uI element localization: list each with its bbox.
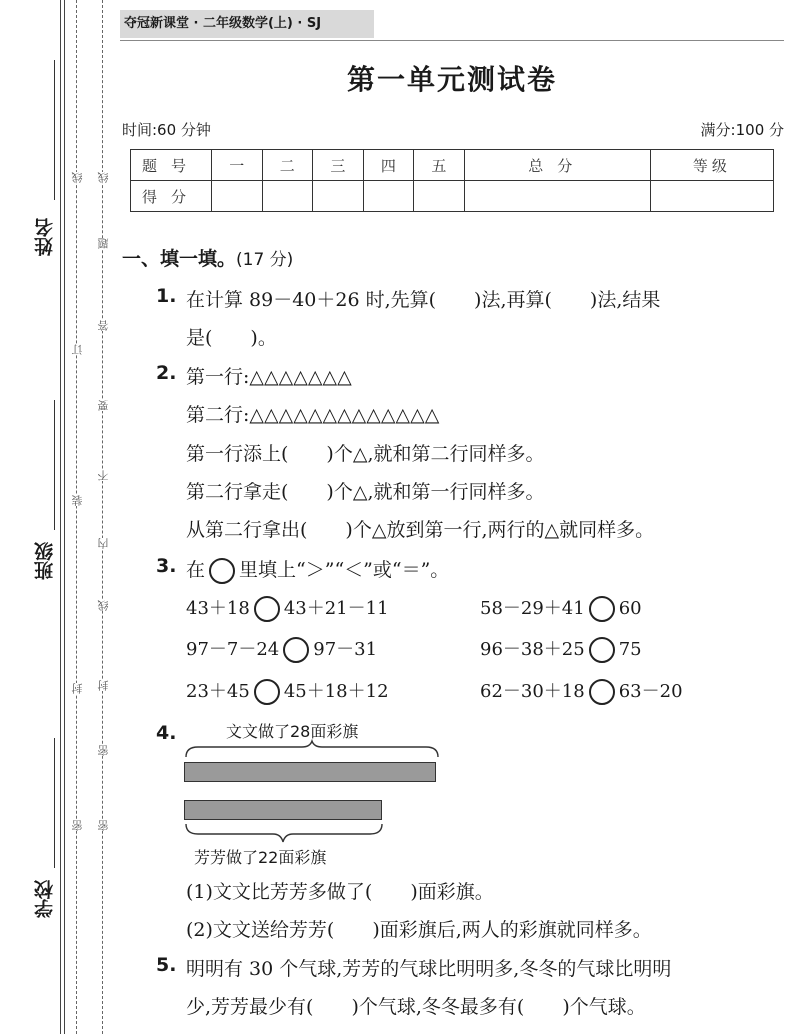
question-text: 从第二行拿出( )个△放到第一行,两行的△就同样多。 [186,519,655,541]
name-blank [54,60,55,200]
question-text-part: 在 [186,559,206,581]
section-heading [122,244,293,271]
score-cell[interactable] [262,181,313,212]
score-cell[interactable] [313,181,364,212]
header-divider [120,40,784,41]
question-text: 第二行拿走( )个△,就和第一行同样多。 [186,481,545,503]
page-title: 第一单元测试卷 [346,63,557,96]
triangle-row-1: 第一行:△△△△△△△ [186,366,352,388]
comparison-item [186,594,389,622]
seal-char: 封 [97,680,110,691]
seal-char: 封 [71,683,84,694]
seal-char: 线 [97,600,110,611]
expr-right: 75 [618,639,642,660]
school-blank [54,738,55,868]
wenwen-label: 文文做了28面彩旗 [226,722,359,741]
answer-circle[interactable] [589,596,615,622]
table-header-cell: 题号 [131,150,212,181]
question-text: 是( )。 [186,327,277,349]
name-label: 姓名 [34,218,56,256]
expr-right: 45＋18＋12 [283,681,389,702]
table-row [131,150,774,181]
seal-char: 密 [71,820,84,831]
expr-left: 58－29＋41 [480,598,585,619]
full-score: 满分:100 分 [700,121,784,139]
comparison-item [186,635,377,663]
sub-question: (2)文文送给芳芳( )面彩旗后,两人的彩旗就同样多。 [186,919,652,941]
class-blank [54,400,55,530]
expr-right: 97－31 [313,639,378,660]
score-cell[interactable] [650,181,773,212]
question-text [186,555,449,584]
wenwen-bar [184,762,436,782]
expr-left: 97－7－24 [186,639,280,660]
seal-char: 装 [71,495,84,506]
table-header-cell: 总分 [464,150,650,181]
answer-circle[interactable] [254,679,280,705]
table-header-cell: 四 [363,150,414,181]
expr-right: 60 [618,598,642,619]
question-text-part: 里填上“＞”“＜”或“＝”。 [239,559,450,581]
question-text: 第一行添上( )个△,就和第二行同样多。 [186,443,545,465]
question-text: 明明有 30 个气球,芳芳的气球比明明多,冬冬的气球比明明 [186,958,672,980]
section-title: 一、填一填。 [122,248,237,270]
expr-left: 62－30＋18 [480,681,585,702]
score-cell[interactable] [363,181,414,212]
exam-time: 时间:60 分钟 [122,121,211,139]
table-row [131,181,774,212]
answer-circle[interactable] [589,679,615,705]
seal-line [102,0,103,1034]
seal-char: 题 [97,238,110,249]
question-number: 5. [156,954,177,976]
table-header-cell: 等级 [650,150,773,181]
seal-char: 密 [97,745,110,756]
comparison-item [480,677,683,705]
expr-right: 63－20 [618,681,683,702]
table-header-cell: 一 [212,150,263,181]
score-cell[interactable] [414,181,465,212]
series-tag: 夺冠新课堂 · 二年级数学(上) · SJ [120,10,374,38]
answer-circle[interactable] [283,637,309,663]
seal-char: 订 [71,344,84,355]
comparison-item [480,594,642,622]
fangfang-bar [184,800,382,820]
expr-left: 96－38＋25 [480,639,585,660]
expr-left: 23＋45 [186,681,250,702]
question-text: 少,芳芳最少有( )个气球,冬冬最多有( )个气球。 [186,996,646,1018]
triangle-row-2: 第二行:△△△△△△△△△△△△△ [186,404,440,426]
table-header-cell: 五 [414,150,465,181]
question-text: 在计算 89－40＋26 时,先算( )法,再算( )法,结果 [186,289,661,311]
expr-left: 43＋18 [186,598,250,619]
seal-char: 内 [97,538,110,549]
answer-circle[interactable] [589,637,615,663]
score-cell[interactable] [464,181,650,212]
comparison-item [186,677,389,705]
score-table [130,149,774,212]
seal-char: 密 [97,820,110,831]
seal-char: 线 [97,172,110,183]
section-points: (17 分) [236,250,294,270]
question-number: 2. [156,362,177,384]
score-cell[interactable] [212,181,263,212]
sub-question: (1)文文比芳芳多做了( )面彩旗。 [186,881,494,903]
class-label: 班级 [34,542,56,580]
binding-line [60,0,61,1034]
comparison-item [480,635,642,663]
seal-char: 不 [97,470,110,481]
bar-diagram [184,717,440,867]
seal-char: 线 [71,172,84,183]
question-number: 1. [156,285,177,307]
top-brace-icon [184,739,440,761]
seal-char: 要 [97,400,110,411]
expr-right: 43＋21－11 [283,598,389,619]
question-number: 3. [156,555,177,577]
table-header-cell: 三 [313,150,364,181]
table-row-label: 得分 [131,181,212,212]
answer-circle[interactable] [254,596,280,622]
binding-line [64,0,65,1034]
binding-margin [0,0,112,1034]
fangfang-label: 芳芳做了22面彩旗 [194,848,327,867]
compare-circle-icon [209,558,235,584]
question-number: 4. [156,722,177,744]
bottom-brace-icon [184,822,440,844]
seal-line [76,0,77,1034]
table-header-cell: 二 [262,150,313,181]
school-label: 学校 [34,880,56,918]
seal-char: 答 [97,320,110,331]
